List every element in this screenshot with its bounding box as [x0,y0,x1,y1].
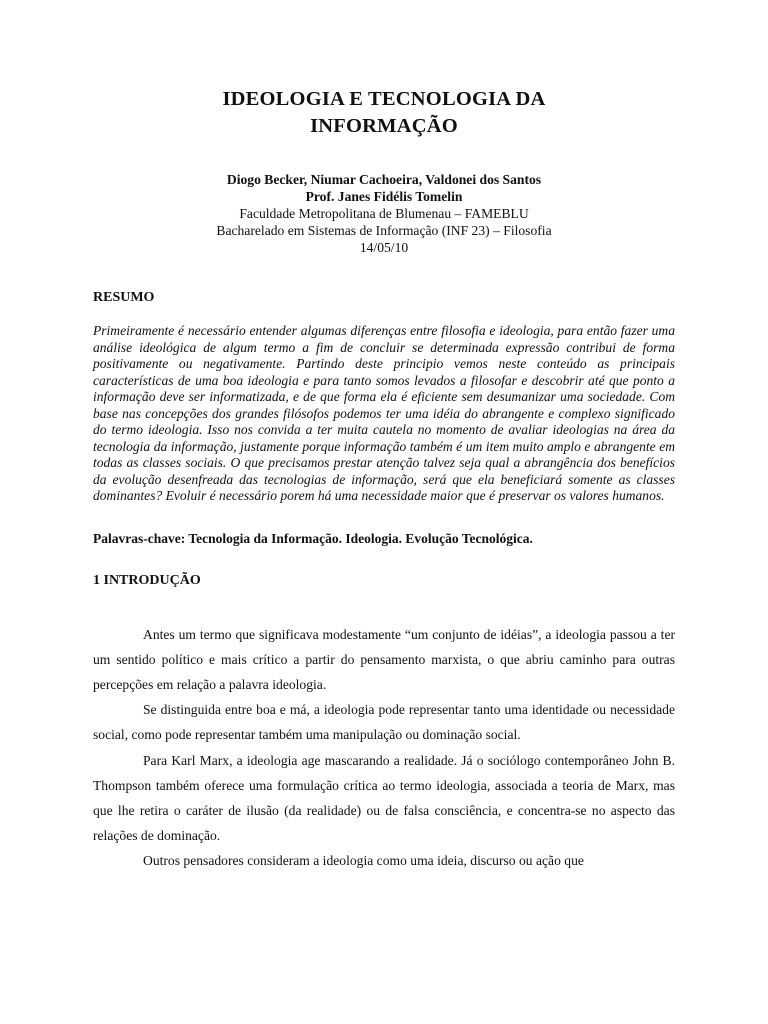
abstract-heading: RESUMO [93,290,155,305]
paragraph: Para Karl Marx, a ideologia age mascarando a realidade. Já o sociólogo contemporâneo John B. Thompson também oferece uma formulação crítica ao termo ideologia, associada a teoria de Marx, mas que lhe retira o caráter de ilusão (da realidade) ou de falsa consciência, e concentra-se no aspecto das relações de dominação. [93,752,675,844]
document-title [93,86,675,140]
author-block [93,171,675,256]
institution: Faculdade Metropolitana de Blumenau – FAMEBLU [239,206,529,221]
author-names: Diogo Becker, Niumar Cachoeira, Valdonei dos Santos [226,172,542,187]
document-page [93,0,675,874]
paragraph: Outros pensadores consideram a ideologia como uma ideia, discurso ou ação que [143,853,584,869]
title-line-1: IDEOLOGIA E TECNOLOGIA DA [222,88,546,110]
date: 14/05/10 [359,240,409,255]
paragraph: Antes um termo que significava modestamente “um conjunto de idéias”, a ideologia passou a ter um sentido político e mais crítico a partir do pensamento marxista, o que abriu caminho para outras percepções em relação a palavra ideologia. [93,626,675,692]
keywords: Palavras-chave: Tecnologia da Informação. Ideologia. Evolução Tecnológica. [93,530,533,546]
abstract-text: Primeiramente é necessário entender algumas diferenças entre filosofia e ideologia, para então fazer uma análise ideológica de algum termo a fim de concluir se determinada expressão contribui de forma positivamente ou negativamente. Partindo deste principio vemos neste conteúdo as principais características de uma boa ideologia e para tanto somos levados a filosofar e descobrir até que ponto a informação deve ser informatizada, e de que forma ela é eficiente sem desumanizar uma sociedade. Com base nas concepções dos grandes filósofos podemos ter uma idéia do abrangente e complexo significado do termo ideologia. Isso nos convida a ter muita cautela no momento de avaliar ideologias na área da tecnologia da informação, justamente porque informação também é um item muito amplo e abrangente em todas as classes sociais. O que precisamos prestar atenção talvez seja qual a abrangência dos benefícios da evolução desenfreada das tecnologias de informação, será que ela beneficiará somente as classes dominantes? Evoluir é necessário porem há uma necessidade maior que é preservar os valores humanos. [93,323,675,503]
title-line-2: INFORMAÇÃO [310,115,458,137]
introduction-heading: 1 INTRODUÇÃO [93,572,201,588]
introduction-body [93,622,675,874]
paragraph: Se distinguida entre boa e má, a ideologia pode representar tanto uma identidade ou necessidade social, como pode representar também uma manipulação ou dominação social. [93,702,675,743]
professor-name: Prof. Janes Fidélis Tomelin [305,189,463,204]
course: Bacharelado em Sistemas de Informação (INF 23) – Filosofia [216,223,552,238]
